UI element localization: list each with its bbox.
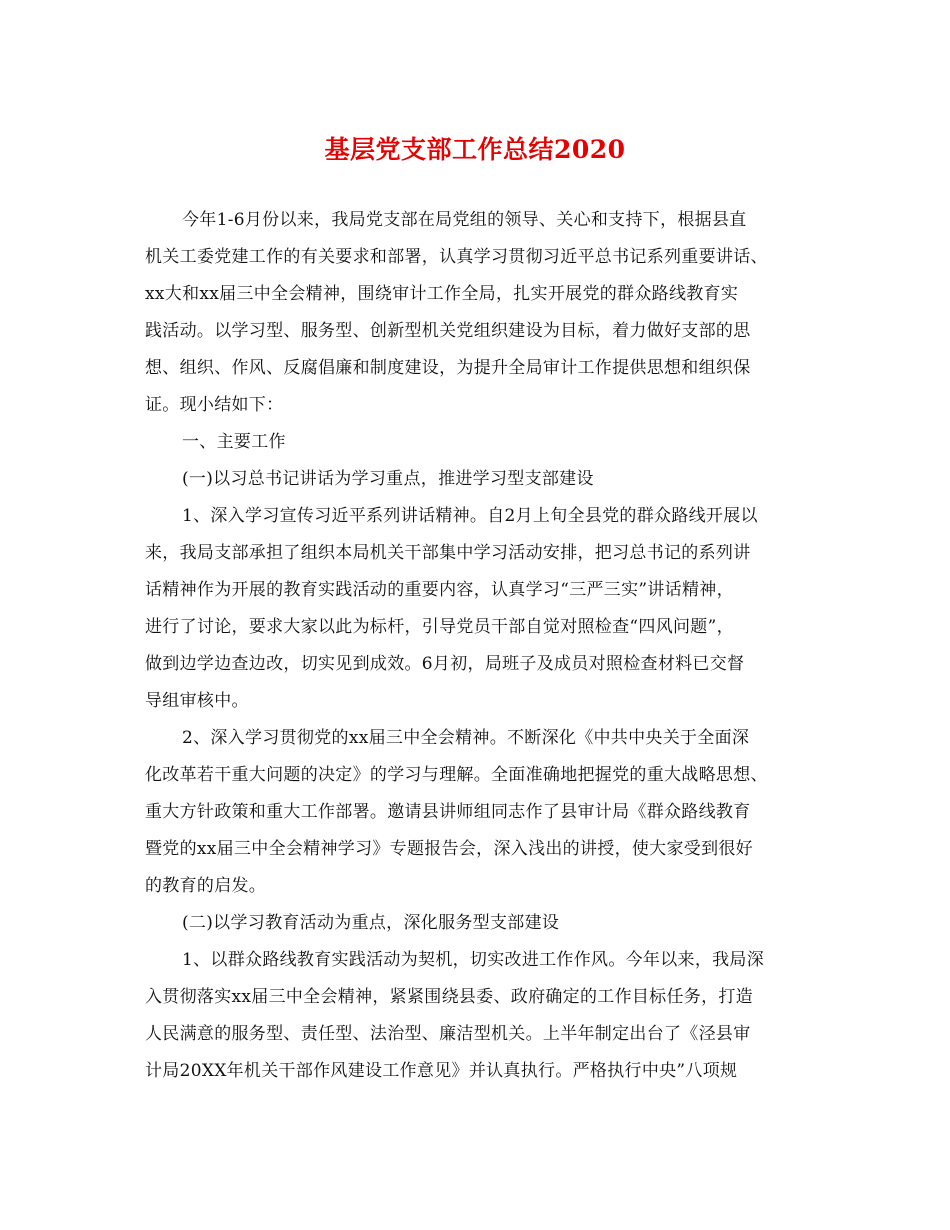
paragraph-line: 1、深入学习宣传习近平系列讲话精神。自2月上旬全县党的群众路线开展以 — [182, 506, 758, 526]
paragraph-line: 导组审核中。 — [145, 691, 249, 711]
paragraph-line: 话精神作为开展的教育实践活动的重要内容，认真学习“三严三实”讲话精神， — [145, 580, 734, 600]
paragraph-line: 重大方针政策和重大工作部署。邀请县讲师组同志作了县审计局《群众路线教育 — [145, 802, 751, 822]
paragraph-line: 化改革若干重大问题的决定》的学习与理解。全面准确地把握党的重大战略思想、 — [145, 765, 768, 785]
document-title: 基层党支部工作总结2020 — [324, 135, 626, 164]
paragraph-line: 1、以群众路线教育实践活动为契机，切实改进工作作风。今年以来，我局深 — [182, 950, 765, 970]
paragraph-line: 践活动。以学习型、服务型、创新型机关党组织建设为目标，着力做好支部的思 — [145, 321, 751, 341]
paragraph-line: 暨党的xx届三中全会精神学习》专题报告会，深入浅出的讲授，使大家受到很好 — [145, 839, 753, 859]
paragraph-line: 的教育的启发。 — [145, 876, 267, 896]
subsection-heading: (一)以习总书记讲话为学习重点，推进学习型支部建设 — [182, 469, 594, 489]
paragraph-line: 今年1-6月份以来，我局党支部在局党组的领导、关心和支持下，根据县直 — [182, 210, 747, 230]
paragraph-line: 进行了讨论，要求大家以此为标杆，引导党员干部自觉对照检查“四风问题”， — [145, 617, 734, 637]
paragraph-line: 想、组织、作风、反腐倡廉和制度建设，为提升全局审计工作提供思想和组织保 — [145, 358, 751, 378]
paragraph-line: xx大和xx届三中全会精神，围绕审计工作全局，扎实开展党的群众路线教育实 — [145, 284, 739, 304]
paragraph-line: 证。现小结如下： — [145, 395, 284, 415]
paragraph-line: 机关工委党建工作的有关要求和部署，认真学习贯彻习近平总书记系列重要讲话、 — [145, 247, 768, 267]
paragraph-line: 入贯彻落实xx届三中全会精神，紧紧围绕县委、政府确定的工作目标任务，打造 — [145, 987, 753, 1007]
section-heading: 一、主要工作 — [182, 432, 286, 452]
paragraph-line: 2、深入学习贯彻党的xx届三中全会精神。不断深化《中共中央关于全面深 — [182, 728, 750, 748]
paragraph-line: 做到边学边查边改，切实见到成效。6月初，局班子及成员对照检查材料已交督 — [145, 654, 745, 674]
paragraph-line: 来，我局支部承担了组织本局机关干部集中学习活动安排，把习总书记的系列讲 — [145, 543, 751, 563]
paragraph-line: 人民满意的服务型、责任型、法治型、廉洁型机关。上半年制定出台了《泾县审 — [145, 1024, 751, 1044]
subsection-heading: (二)以学习教育活动为重点，深化服务型支部建设 — [182, 913, 560, 933]
paragraph-line: 计局20XX年机关干部作风建设工作意见》并认真执行。严格执行中央”八项规 — [145, 1061, 738, 1081]
